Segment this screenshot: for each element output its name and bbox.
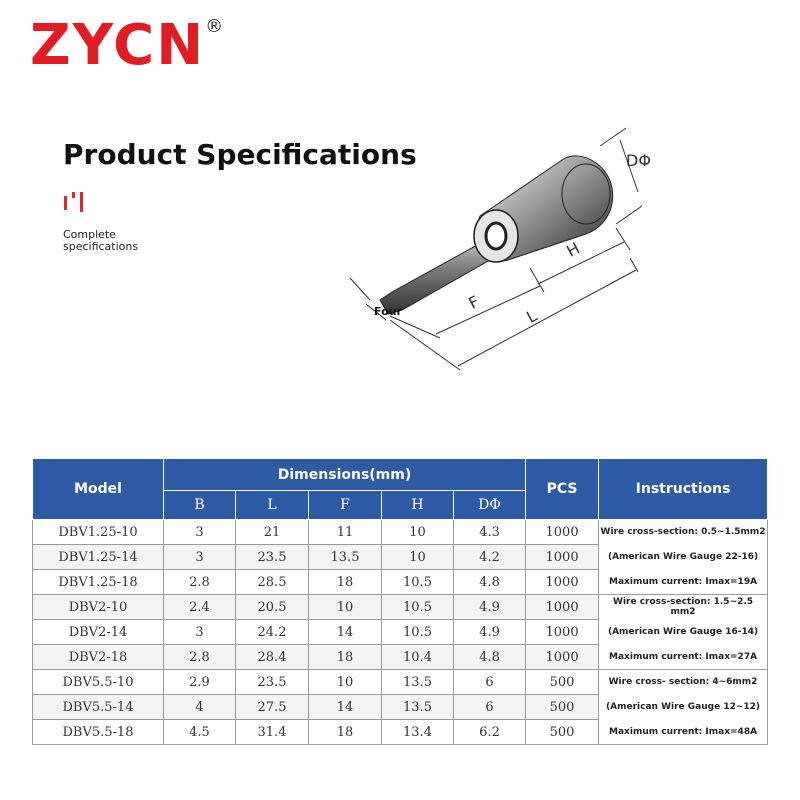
cell-h: 10.5 [382, 620, 454, 645]
cell-f: 18 [309, 720, 382, 745]
cell-l: 23.5 [236, 545, 309, 570]
header-dim-dphi: DΦ [454, 491, 526, 520]
header-dimensions: Dimensions(mm) [164, 459, 526, 491]
cell-instructions: (American Wire Gauge 12~12) [599, 695, 768, 720]
dim-label-f: F [465, 291, 483, 313]
cell-dphi: 6.2 [454, 720, 526, 745]
registered-mark: ® [205, 16, 226, 37]
table-row [33, 570, 768, 595]
cell-h: 10.5 [382, 570, 454, 595]
cell-b: 3 [164, 620, 236, 645]
cell-dphi: 4.8 [454, 570, 526, 595]
table-row [33, 545, 768, 570]
cell-b: 4.5 [164, 720, 236, 745]
cell-pcs: 500 [526, 670, 599, 695]
cell-f: 18 [309, 645, 382, 670]
cell-l: 28.5 [236, 570, 309, 595]
cell-l: 23.5 [236, 670, 309, 695]
cell-l: 28.4 [236, 645, 309, 670]
page-subtitle: Complete specifications [63, 228, 139, 253]
cell-f: 11 [309, 520, 382, 545]
cell-model: DBV1.25-10 [33, 520, 164, 545]
cell-pcs: 1000 [526, 645, 599, 670]
cell-dphi: 4.8 [454, 645, 526, 670]
cell-dphi: 4.3 [454, 520, 526, 545]
table-row [33, 670, 768, 695]
header-instructions: Instructions [599, 459, 768, 520]
header-model: Model [33, 459, 164, 520]
table-row [33, 520, 768, 545]
cell-instructions: Maximum current: Imax=19A [599, 570, 768, 595]
cell-model: DBV2-10 [33, 595, 164, 620]
cell-instructions: (American Wire Gauge 16-14) [599, 620, 768, 645]
cell-f: 14 [309, 620, 382, 645]
cell-model: DBV1.25-18 [33, 570, 164, 595]
cell-model: DBV2-14 [33, 620, 164, 645]
header-dim-f: F [309, 491, 382, 520]
cell-l: 24.2 [236, 620, 309, 645]
spec-table [32, 458, 768, 745]
cell-b: 2.9 [164, 670, 236, 695]
dim-label-h: H [563, 238, 583, 261]
cell-b: 2.4 [164, 595, 236, 620]
cell-dphi: 6 [454, 695, 526, 720]
cell-model: DBV5.5-18 [33, 720, 164, 745]
brand-logo [30, 13, 226, 78]
cell-l: 31.4 [236, 720, 309, 745]
cell-f: 13.5 [309, 545, 382, 570]
cell-model: DBV1.25-14 [33, 545, 164, 570]
cell-dphi: 4.9 [454, 620, 526, 645]
cell-b: 3 [164, 520, 236, 545]
cell-b: 3 [164, 545, 236, 570]
dim-label-l: L [523, 305, 541, 327]
table-row [33, 620, 768, 645]
cell-instructions: Maximum current: Imax=27A [599, 645, 768, 670]
cell-h: 10 [382, 545, 454, 570]
cell-l: 21 [236, 520, 309, 545]
cell-b: 4 [164, 695, 236, 720]
cell-pcs: 500 [526, 720, 599, 745]
table-row [33, 695, 768, 720]
cell-b: 2.8 [164, 645, 236, 670]
table-row [33, 645, 768, 670]
cell-f: 18 [309, 570, 382, 595]
logo-text: ZYCN [30, 13, 206, 78]
dim-label-dphi: DΦ [626, 151, 651, 170]
cell-b: 2.8 [164, 570, 236, 595]
table-row [33, 595, 768, 620]
cell-f: 10 [309, 670, 382, 695]
cell-l: 20.5 [236, 595, 309, 620]
cell-h: 10.5 [382, 595, 454, 620]
cell-pcs: 1000 [526, 570, 599, 595]
cell-instructions: Maximum current: Imax=48A [599, 720, 768, 745]
dim-label-four: Four [374, 305, 402, 318]
page-title: Product Specifications [63, 138, 417, 171]
cell-model: DBV5.5-14 [33, 695, 164, 720]
header-dim-l: L [236, 491, 309, 520]
header-dim-b: B [164, 491, 236, 520]
cell-h: 10 [382, 520, 454, 545]
cell-dphi: 4.9 [454, 595, 526, 620]
cell-l: 27.5 [236, 695, 309, 720]
cell-pcs: 1000 [526, 595, 599, 620]
cell-h: 13.5 [382, 695, 454, 720]
cell-model: DBV5.5-10 [33, 670, 164, 695]
cell-instructions: Wire cross-section: 0.5~1.5mm2 [599, 520, 768, 545]
table-row [33, 720, 768, 745]
header-pcs: PCS [526, 459, 599, 520]
cell-instructions: (American Wire Gauge 22-16) [599, 545, 768, 570]
cell-dphi: 4.2 [454, 545, 526, 570]
terminal-sleeve [474, 156, 613, 262]
cell-model: DBV2-18 [33, 645, 164, 670]
cell-h: 13.4 [382, 720, 454, 745]
cell-pcs: 1000 [526, 545, 599, 570]
cell-pcs: 500 [526, 695, 599, 720]
cell-dphi: 6 [454, 670, 526, 695]
cell-instructions: Wire cross- section: 4~6mm2 [599, 670, 768, 695]
cell-instructions: Wire cross-section: 1.5~2.5 mm2 [599, 595, 768, 620]
terminal-drawing [330, 120, 670, 380]
cell-f: 14 [309, 695, 382, 720]
section-mark-icon [64, 192, 86, 212]
cell-pcs: 1000 [526, 520, 599, 545]
cell-h: 13.5 [382, 670, 454, 695]
cell-f: 10 [309, 595, 382, 620]
header-dim-h: H [382, 491, 454, 520]
cell-pcs: 1000 [526, 620, 599, 645]
cell-h: 10.4 [382, 645, 454, 670]
